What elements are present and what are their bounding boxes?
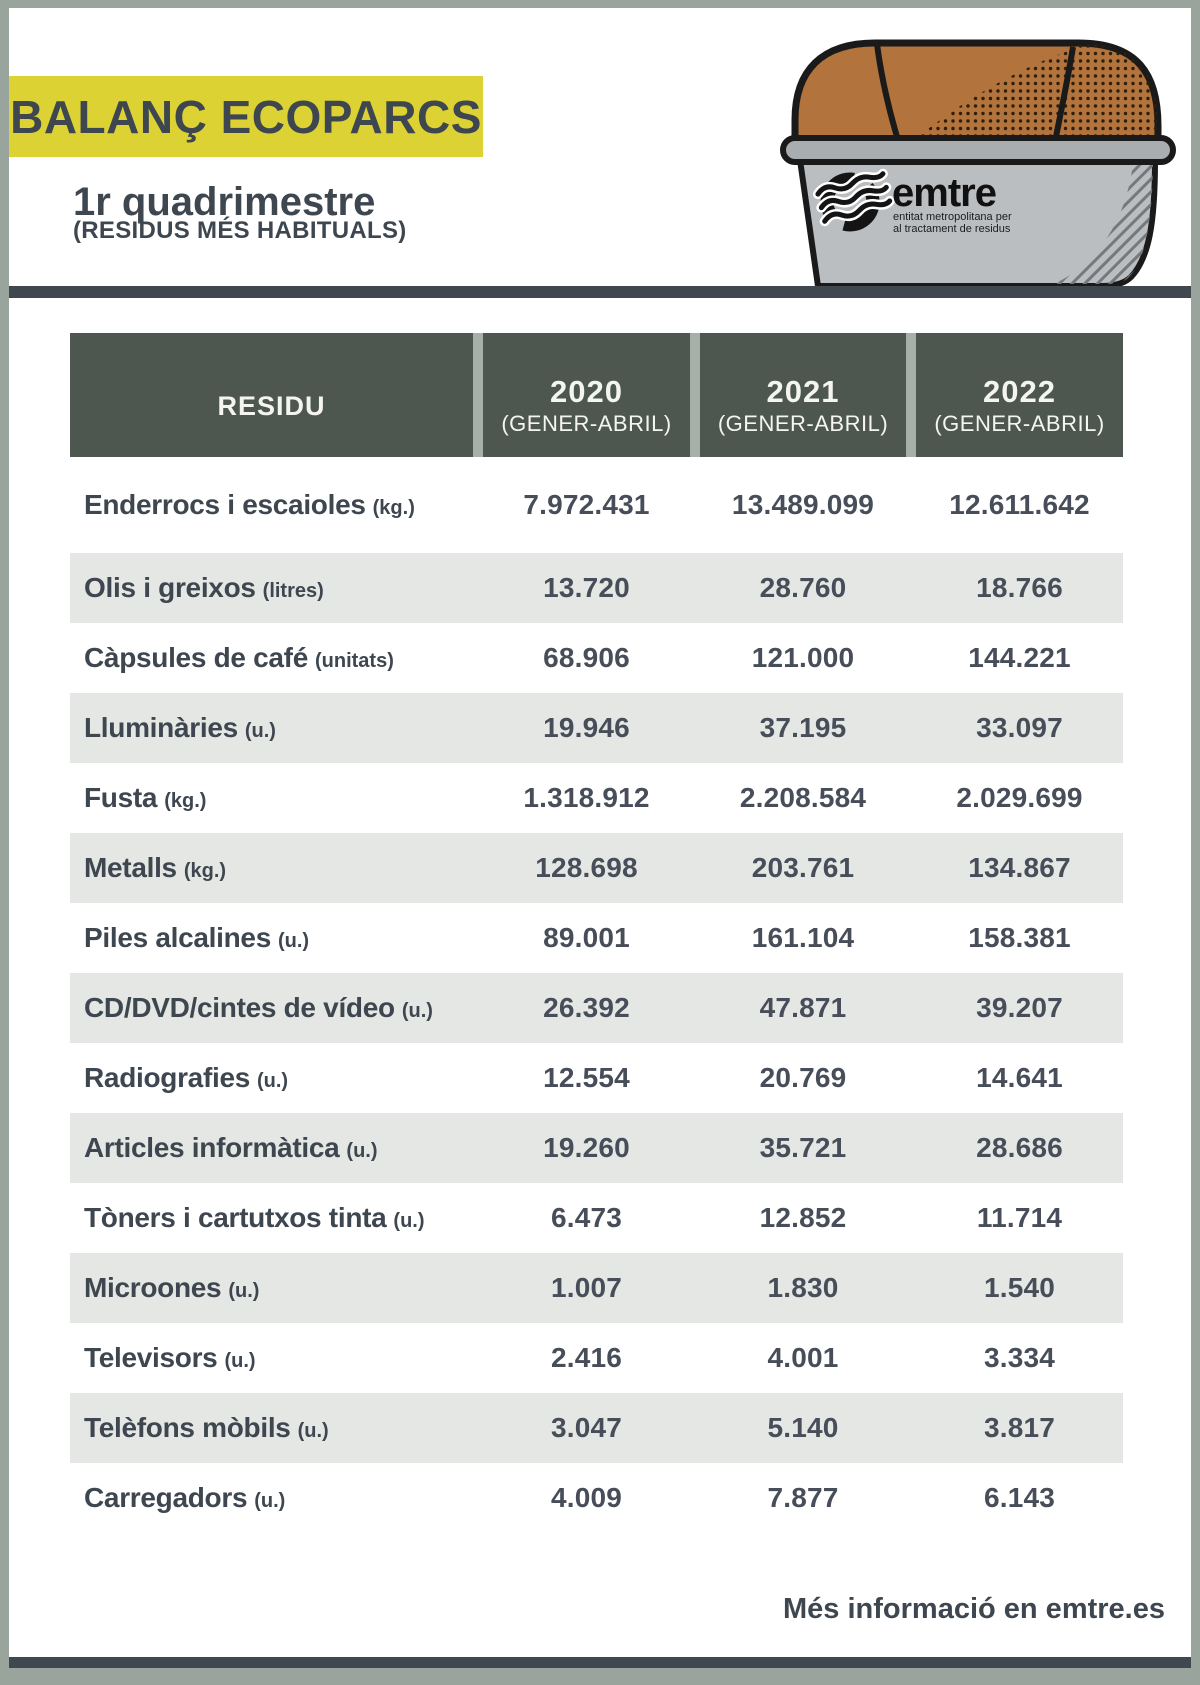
table-row bbox=[70, 833, 1123, 903]
value-2022: 144.221 bbox=[968, 642, 1071, 673]
residu-label: Microones bbox=[84, 1272, 222, 1303]
residu-unit: (u.) bbox=[257, 1070, 289, 1092]
residu-label: Metalls bbox=[84, 852, 177, 883]
table-row bbox=[70, 763, 1123, 833]
value-2022: 3.817 bbox=[983, 1412, 1056, 1443]
table-row bbox=[70, 1393, 1123, 1463]
residu-unit: (u.) bbox=[297, 1420, 329, 1442]
table-row bbox=[70, 457, 1123, 553]
residu-cell bbox=[70, 489, 473, 521]
table-row bbox=[70, 1463, 1123, 1533]
value-2020: 3.047 bbox=[550, 1412, 623, 1443]
residu-column-header: RESIDU bbox=[70, 333, 473, 457]
value-2021: 121.000 bbox=[751, 642, 855, 673]
residu-unit: (u.) bbox=[228, 1280, 260, 1302]
value-2022: 39.207 bbox=[976, 992, 1063, 1023]
page-subtitle: 1r quadrimestre bbox=[73, 180, 376, 224]
title-badge bbox=[9, 76, 483, 157]
residu-cell bbox=[70, 572, 473, 604]
residu-label: Articles informàtica bbox=[84, 1132, 340, 1163]
table-row bbox=[70, 973, 1123, 1043]
residu-cell bbox=[70, 922, 473, 954]
value-2020: 19.946 bbox=[543, 712, 630, 743]
value-2021: 203.761 bbox=[751, 852, 855, 883]
bin-rim bbox=[783, 138, 1173, 162]
emtre-logo bbox=[817, 170, 1012, 235]
residu-unit: (kg.) bbox=[183, 860, 227, 882]
bottom-accent-bar bbox=[9, 1657, 1191, 1668]
value-2020: 128.698 bbox=[535, 852, 638, 883]
residu-cell bbox=[70, 1412, 473, 1444]
top-accent-bar bbox=[9, 286, 1191, 298]
value-2021: 2.208.584 bbox=[739, 782, 867, 813]
residu-cell bbox=[70, 852, 473, 884]
value-2022: 12.611.642 bbox=[949, 489, 1090, 520]
value-2021: 35.721 bbox=[759, 1132, 847, 1163]
value-2022: 158.381 bbox=[968, 922, 1071, 953]
value-2022: 14.641 bbox=[976, 1062, 1063, 1093]
value-2020: 13.720 bbox=[543, 572, 630, 603]
value-2022: 3.334 bbox=[983, 1342, 1056, 1373]
residu-cell bbox=[70, 1202, 473, 1234]
emtre-tagline-line2: al tractament de residus bbox=[893, 223, 1011, 235]
value-2022: 2.029.699 bbox=[956, 782, 1083, 813]
value-2021: 28.760 bbox=[759, 572, 847, 603]
value-2020: 6.473 bbox=[550, 1202, 623, 1233]
value-2021: 5.140 bbox=[767, 1412, 839, 1443]
residu-label: Lluminàries bbox=[84, 712, 238, 743]
residu-label: Enderrocs i escaioles bbox=[84, 489, 366, 520]
table-row bbox=[70, 693, 1123, 763]
value-2021: 47.871 bbox=[759, 992, 847, 1023]
table-row bbox=[70, 1323, 1123, 1393]
residu-label: CD/DVD/cintes de vídeo bbox=[84, 992, 395, 1023]
value-2020: 26.392 bbox=[543, 992, 630, 1023]
residu-cell bbox=[70, 1482, 473, 1514]
residu-label: Olis i greixos bbox=[84, 572, 256, 603]
table-row bbox=[70, 1183, 1123, 1253]
residu-cell bbox=[70, 1062, 473, 1094]
waste-container-illustration bbox=[740, 28, 1195, 286]
table-row bbox=[70, 623, 1123, 693]
residu-label: Telèfons mòbils bbox=[84, 1412, 291, 1443]
residu-cell bbox=[70, 782, 473, 814]
residu-unit: (kg.) bbox=[164, 790, 207, 812]
residu-cell bbox=[70, 1342, 473, 1374]
value-2020: 4.009 bbox=[550, 1482, 623, 1513]
value-2020: 2.416 bbox=[550, 1342, 623, 1373]
table-row bbox=[70, 1043, 1123, 1113]
page-title: BALANÇ ECOPARCS bbox=[10, 90, 482, 143]
value-2020: 12.554 bbox=[543, 1062, 630, 1093]
value-2021: 13.489.099 bbox=[731, 489, 875, 520]
residu-label: Radiografies bbox=[84, 1062, 250, 1093]
value-2022: 18.766 bbox=[976, 572, 1063, 603]
residu-unit: (u.) bbox=[224, 1350, 256, 1372]
residus-table bbox=[70, 333, 1123, 1533]
value-2022: 134.867 bbox=[968, 852, 1071, 883]
value-2020: 1.007 bbox=[550, 1272, 623, 1303]
more-info-note: Més informació en emtre.es bbox=[783, 1593, 1165, 1625]
value-2020: 7.972.431 bbox=[523, 489, 650, 520]
value-2022: 11.714 bbox=[976, 1202, 1063, 1233]
residu-cell bbox=[70, 712, 473, 744]
residu-cell bbox=[70, 992, 473, 1024]
value-2021: 12.852 bbox=[759, 1202, 847, 1233]
residu-unit: (litres) bbox=[262, 580, 324, 602]
subtitle-note: (RESIDUS MÉS HABITUALS) bbox=[73, 217, 407, 244]
table-row bbox=[70, 1253, 1123, 1323]
residu-label: Fusta bbox=[84, 782, 158, 813]
residu-cell bbox=[70, 1132, 473, 1164]
residu-label: Carregadors bbox=[84, 1482, 248, 1513]
value-2021: 1.830 bbox=[767, 1272, 839, 1303]
year-2020-column-header: 2020 (GENER-ABRIL) bbox=[483, 333, 690, 457]
residu-label: Càpsules de café bbox=[84, 642, 308, 673]
residu-label: Piles alcalines bbox=[84, 922, 271, 953]
residu-unit: (kg.) bbox=[372, 497, 415, 519]
table-row bbox=[70, 903, 1123, 973]
residu-cell bbox=[70, 1272, 473, 1304]
residu-unit: (unitats) bbox=[314, 650, 394, 672]
residu-unit: (u.) bbox=[254, 1490, 286, 1512]
value-2021: 37.195 bbox=[759, 712, 847, 743]
value-2020: 89.001 bbox=[543, 922, 630, 953]
value-2021: 7.877 bbox=[767, 1482, 839, 1513]
value-2022: 28.686 bbox=[976, 1132, 1063, 1163]
emtre-brand-text: emtre bbox=[892, 171, 996, 215]
emtre-tagline-line1: entitat metropolitana per bbox=[893, 211, 1012, 223]
year-2022-column-header: 2022 (GENER-ABRIL) bbox=[916, 333, 1123, 457]
value-2022: 1.540 bbox=[983, 1272, 1056, 1303]
value-2021: 161.104 bbox=[751, 922, 855, 953]
value-2020: 1.318.912 bbox=[523, 782, 650, 813]
residu-unit: (u.) bbox=[244, 720, 276, 742]
residu-unit: (u.) bbox=[346, 1140, 378, 1162]
value-2021: 20.769 bbox=[759, 1062, 847, 1093]
residu-label: Tòners i cartutxos tinta bbox=[84, 1202, 387, 1233]
value-2022: 33.097 bbox=[976, 712, 1063, 743]
residu-unit: (u.) bbox=[277, 930, 310, 952]
residu-label: Televisors bbox=[84, 1342, 218, 1373]
value-2021: 4.001 bbox=[767, 1342, 839, 1373]
residu-unit: (u.) bbox=[401, 1000, 433, 1022]
table-row bbox=[70, 1113, 1123, 1183]
value-2022: 6.143 bbox=[983, 1482, 1056, 1513]
residu-cell bbox=[70, 642, 473, 674]
value-2020: 19.260 bbox=[543, 1132, 630, 1163]
year-2021-column-header: 2021 (GENER-ABRIL) bbox=[700, 333, 906, 457]
residu-unit: (u.) bbox=[393, 1210, 425, 1232]
table-row bbox=[70, 553, 1123, 623]
table-body bbox=[70, 457, 1123, 1533]
table-header-row bbox=[70, 333, 1123, 457]
value-2020: 68.906 bbox=[543, 642, 630, 673]
